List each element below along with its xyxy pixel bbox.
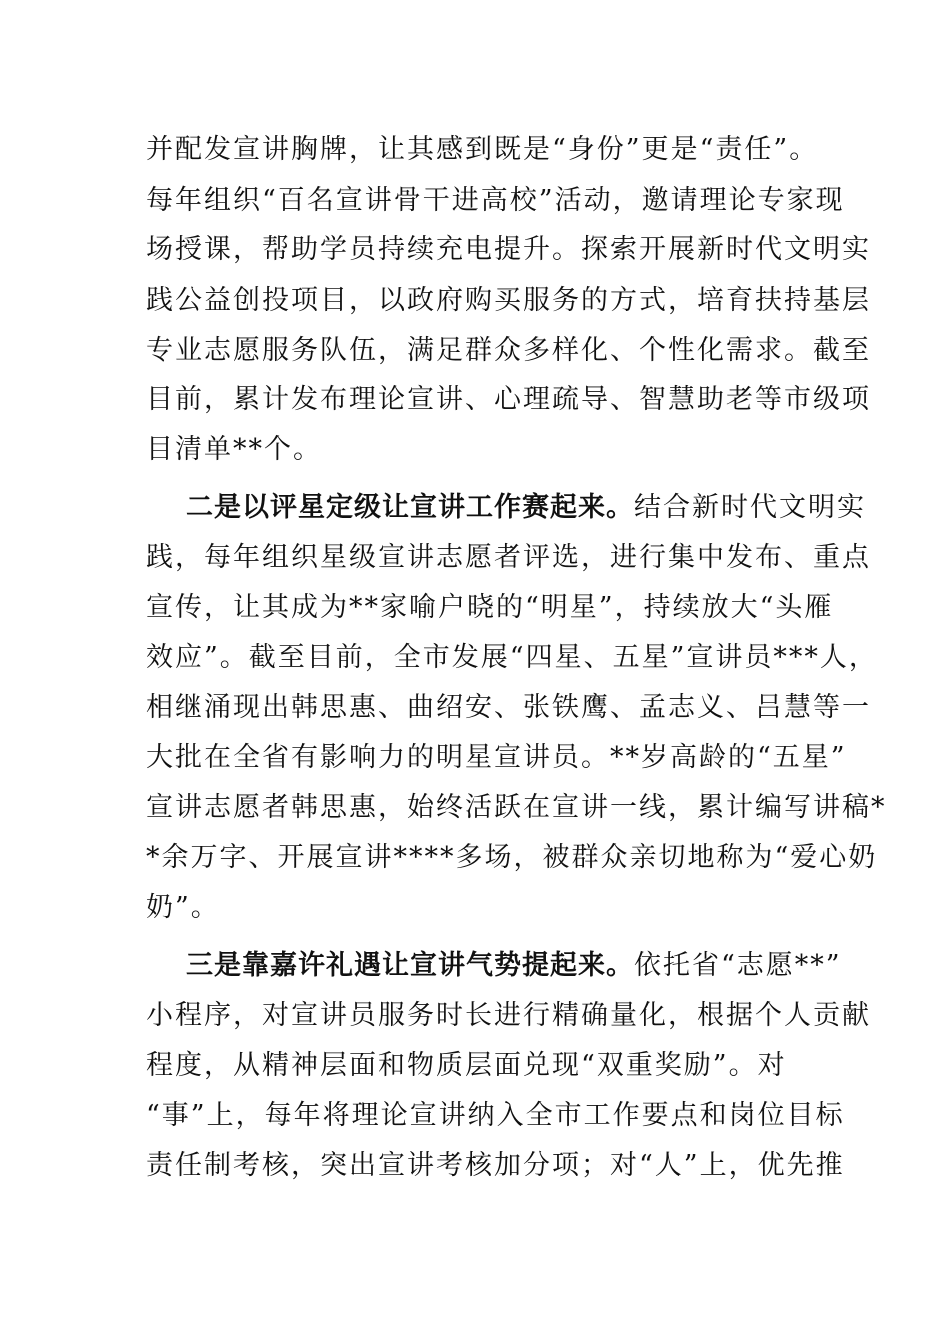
paragraph-3-first-line-text: 依托省“志愿**” [634,950,842,981]
paragraph-2-line-8: *余万字、开展宣讲****多场，被群众亲切地称为“爱心奶 [146,842,878,873]
paragraph-2-line-7: 宣讲志愿者韩思惠，始终活跃在宣讲一线，累计编写讲稿* [146,792,887,823]
paragraph-1-line-2: 每年组织“百名宣讲骨干进高校”活动，邀请理论专家现 [146,185,845,216]
paragraph-2-line-2: 践，每年组织星级宣讲志愿者评选，进行集中发布、重点 [146,542,871,573]
paragraph-2-line-9: 奶”。 [146,892,220,923]
paragraph-2-first-line-text: 结合新时代文明实 [634,492,866,523]
paragraph-3-line-3: 程度，从精神层面和物质层面兑现“双重奖励”。对 [146,1050,787,1081]
paragraph-1-line-6: 目前，累计发布理论宣讲、心理疏导、智慧助老等市级项 [146,384,871,415]
paragraph-2-line-3: 宣传，让其成为**家喻户晓的“明星”，持续放大“头雁 [146,592,834,623]
paragraph-3-line-1 [186,948,842,984]
paragraph-3-heading: 三是靠嘉许礼遇让宣讲气势提起来。 [186,950,634,981]
paragraph-1-line-3: 场授课，帮助学员持续充电提升。探索开展新时代文明实 [146,234,871,265]
paragraph-2-line-4: 效应”。截至目前，全市发展“四星、五星”宣讲员***人， [146,642,878,673]
paragraph-1-line-4: 践公益创投项目，以政府购买服务的方式，培育扶持基层 [146,285,871,316]
paragraph-1-line-1: 并配发宣讲胸牌，让其感到既是“身份”更是“责任”。 [146,134,819,165]
paragraph-3-line-4: “事”上，每年将理论宣讲纳入全市工作要点和岗位目标 [146,1100,845,1131]
paragraph-2-heading: 二是以评星定级让宣讲工作赛起来。 [186,492,634,523]
paragraph-1-line-5: 专业志愿服务队伍，满足群众多样化、个性化需求。截至 [146,335,871,366]
paragraph-3-line-5: 责任制考核，突出宣讲考核加分项；对“人”上，优先推 [146,1150,845,1181]
paragraph-2-line-1 [186,490,866,526]
paragraph-1-line-7: 目清单**个。 [146,434,322,465]
paragraph-3-line-2: 小程序，对宣讲员服务时长进行精确量化，根据个人贡献 [146,1000,871,1031]
paragraph-2-line-6: 大批在全省有影响力的明星宣讲员。**岁高龄的“五星” [146,742,847,773]
paragraph-2-line-5: 相继涌现出韩思惠、曲绍安、张铁鹰、孟志义、吕慧等一 [146,692,871,723]
